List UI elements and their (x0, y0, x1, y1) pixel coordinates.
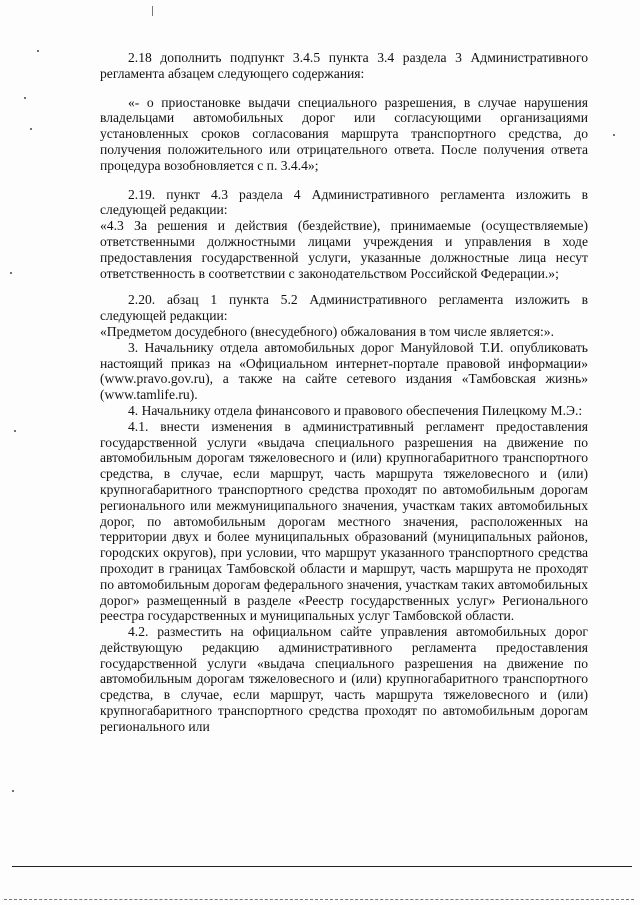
scan-speck (14, 430, 16, 432)
paragraph-2-19: 2.19. пункт 4.3 раздела 4 Административного регламента изложить в следующей редакции: (100, 186, 588, 218)
scan-speck (37, 50, 39, 52)
scan-speck (613, 134, 615, 136)
scan-mark (152, 6, 153, 16)
scan-edge-line (4, 899, 634, 900)
bottom-rule (12, 866, 632, 867)
scan-speck (24, 97, 26, 99)
paragraph-2-18: 2.18 дополнить подпункт 3.4.5 пункта 3.4 раздела 3 Административного регламента абзацем следующего содержания: (100, 50, 588, 81)
paragraph-4-2: 4.2. разместить на официальном сайте управления автомобильных дорог действующую редакцию административного регламента предоставления государственной услуги «выдача специального разрешения на движение по автомобильным дорогам тяжеловесного и (или) крупногабаритного транспортного средства, в случае, если маршрут, часть маршрута тяжеловесного и (или) крупногабаритного транспортного средства проходят по автомобильным дорогам регионального или (100, 624, 588, 734)
scan-speck (10, 272, 12, 274)
paragraph-3: 3. Начальнику отдела автомобильных дорог Мануйловой Т.И. опубликовать настоящий приказ на «Официальном интернет-портале правовой информации» (www.pravo.gov.ru), а также на сайте сетевого издания «Тамбовская жизнь» (www.tamlife.ru). (100, 339, 588, 403)
paragraph-2-20-quote: «Предметом досудебного (внесудебного) обжалования в том числе является:». (100, 323, 554, 339)
paragraph-2-18-quote: «- о приостановке выдачи специального разрешения, в случае нарушения владельцами автомобильных дорог или согласующими организациями установленных сроков согласования маршрута транспортного средства, до получения положительного или отрицательного ответа. После получения ответа процедура возобновляется с п. 3.4.4»; (100, 94, 588, 173)
paragraph-2-19-quote: «4.3 За решения и действия (бездействие), принимаемые (осуществляемые) ответственными должностными лицами учреждения и управления в ходе предоставления государственной услуги, указанные должностные лица несут ответственность в соответствии с законодательством Российской Федерации.»; (100, 218, 588, 281)
paragraph-2-20: 2.20. абзац 1 пункта 5.2 Административного регламента изложить в следующей редакции: (100, 292, 588, 324)
document-body (100, 50, 588, 735)
paragraph-4: 4. Начальнику отдела финансового и правового обеспечения Пилецкому М.Э.: (128, 402, 583, 418)
scan-speck (30, 128, 32, 130)
paragraph-4-1: 4.1. внести изменения в административный регламент предоставления государственной услуги «выдача специального разрешения на движение по автомобильным дорогам тяжеловесного и (или) крупногабаритного транспортного средства, в случае, если маршрут, часть маршрута тяжеловесного и (или) крупногабаритного транспортного средства проходят по автомобильным дорогам регионального или межмуниципального значения, участкам таких автомобильных дорог, по автомобильным дорогам местного значения, расположенных на территории двух и более муниципальных образований (муниципальных районов, городских округов), при условии, что маршрут указанного транспортного средства проходит в границах Тамбовской области и маршрут, часть маршрута не проходят по автомобильным дорогам федерального значения, участкам таких автомобильных дорог» размещенный в разделе «Реестр государственных услуг» Регионального реестра государственных и муниципальных услуг Тамбовской области. (100, 418, 588, 624)
scan-speck (12, 790, 14, 792)
